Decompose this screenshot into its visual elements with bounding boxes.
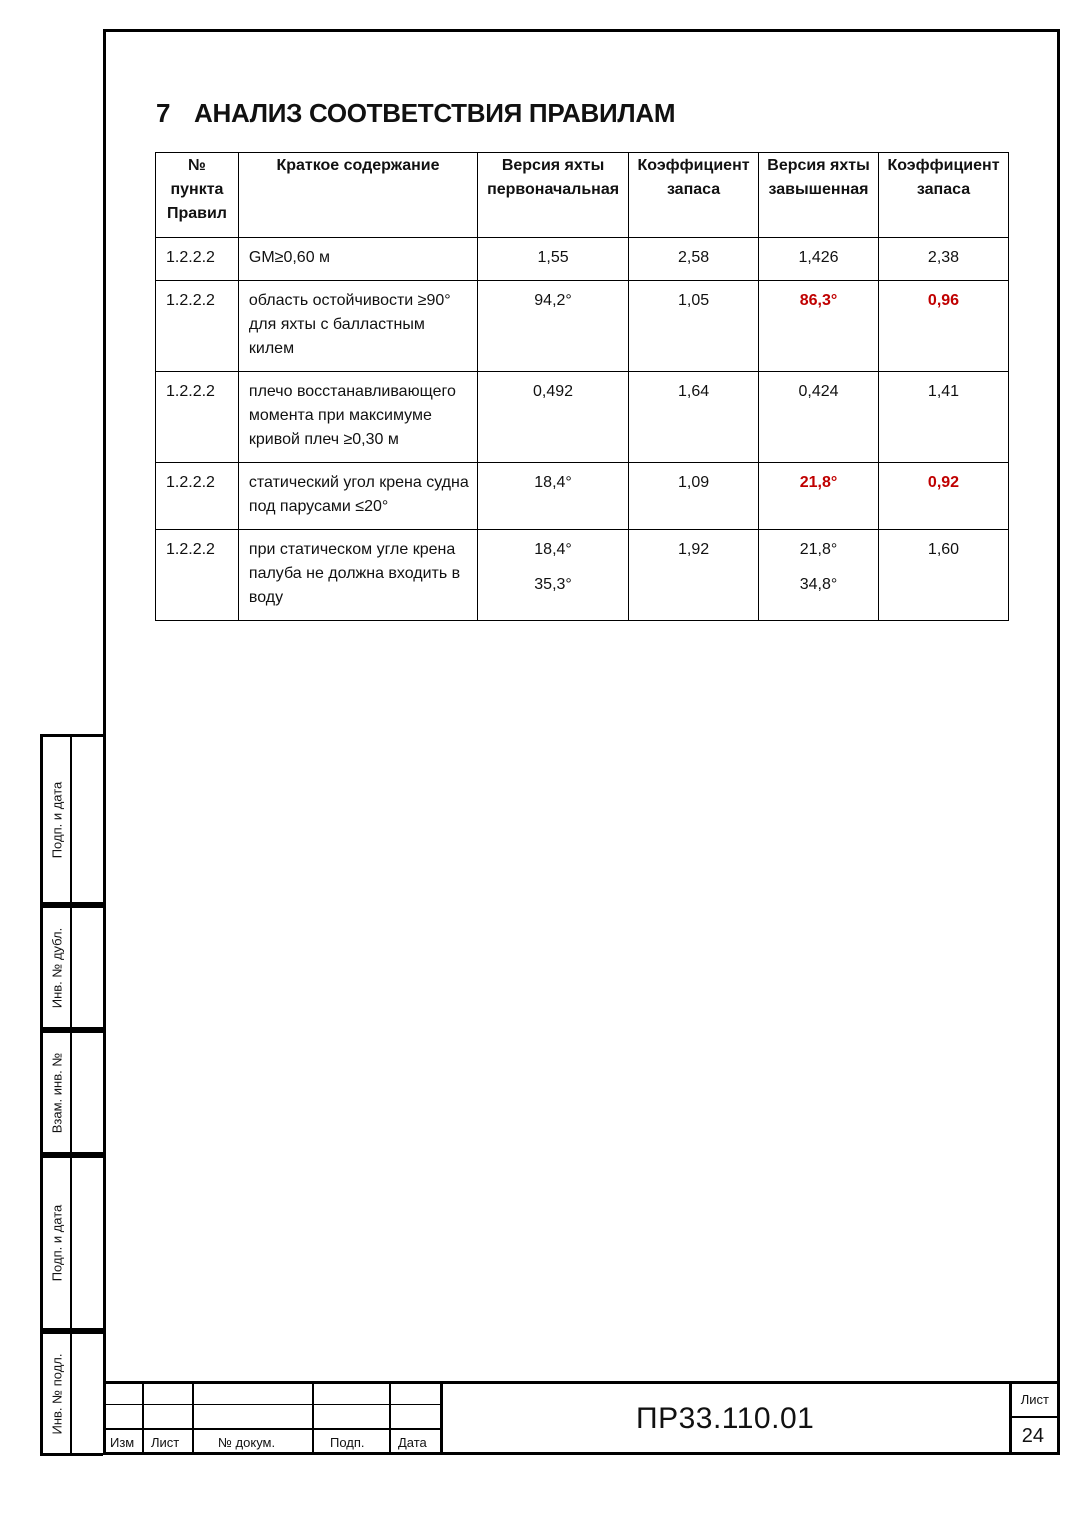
cell-rule-point: 1.2.2.2 bbox=[156, 530, 239, 621]
table-row bbox=[156, 463, 1009, 530]
cell-original-version-value: 0,492 bbox=[533, 383, 574, 400]
column-header-line: Версия яхты bbox=[501, 157, 605, 174]
cell-raised-coefficient: 1,60 bbox=[878, 530, 1008, 621]
table-row bbox=[156, 530, 1009, 621]
cell-raised-version-value: 86,3° bbox=[799, 292, 838, 309]
section-heading bbox=[156, 98, 675, 129]
cell-raised-version bbox=[759, 530, 879, 621]
document-code: ПР33.110.01 bbox=[636, 1402, 815, 1435]
cell-original-version bbox=[478, 238, 629, 281]
column-header-line: № bbox=[188, 157, 206, 174]
cell-description: область остойчивости ≥90° для яхты с балластным килем bbox=[238, 281, 477, 372]
column-header-line: завышенная bbox=[768, 181, 869, 198]
section-title: АНАЛИЗ СООТВЕТСТВИЯ ПРАВИЛАМ bbox=[194, 98, 676, 128]
cell-original-version bbox=[478, 372, 629, 463]
title-block bbox=[103, 1381, 1060, 1455]
cell-description: статический угол крена судна под парусами ≤20° bbox=[238, 463, 477, 530]
sheet-label: Лист bbox=[1020, 1392, 1049, 1407]
side-label: Взам. инв. № bbox=[49, 1052, 64, 1133]
cell-original-coefficient: 1,64 bbox=[629, 372, 759, 463]
col-label-signature: Подп. bbox=[330, 1435, 365, 1450]
column-header-line: Правил bbox=[166, 205, 227, 222]
cell-raised-version-value: 21,8° bbox=[799, 541, 838, 558]
cell-original-version-value: 18,4° bbox=[534, 541, 572, 558]
cell-rule-point: 1.2.2.2 bbox=[156, 463, 239, 530]
side-stamp-3 bbox=[40, 1030, 103, 1155]
cell-original-coefficient: 1,09 bbox=[629, 463, 759, 530]
sheet-number: 24 bbox=[1021, 1425, 1044, 1447]
table-body bbox=[156, 238, 1009, 621]
column-header bbox=[156, 153, 239, 238]
cell-rule-point: 1.2.2.2 bbox=[156, 281, 239, 372]
column-header-line: запаса bbox=[666, 181, 721, 198]
cell-description: плечо восстанавливающего момента при максимуме кривой плеч ≥0,30 м bbox=[238, 372, 477, 463]
cell-rule-point: 1.2.2.2 bbox=[156, 238, 239, 281]
column-header bbox=[478, 153, 629, 238]
cell-description: GM≥0,60 м bbox=[238, 238, 477, 281]
table-row bbox=[156, 238, 1009, 281]
cell-original-coefficient: 1,05 bbox=[629, 281, 759, 372]
cell-original-coefficient: 1,92 bbox=[629, 530, 759, 621]
compliance-table bbox=[155, 152, 1009, 621]
cell-raised-coefficient: 1,41 bbox=[878, 372, 1008, 463]
col-label-change: Изм bbox=[110, 1435, 135, 1450]
column-header-line: первоначальная bbox=[487, 181, 620, 198]
table-row bbox=[156, 372, 1009, 463]
column-header-line: Коэффициент bbox=[637, 157, 750, 174]
column-header-line: Коэффициент bbox=[887, 157, 1000, 174]
table-header-row bbox=[156, 153, 1009, 238]
cell-raised-coefficient: 0,92 bbox=[878, 463, 1008, 530]
column-header bbox=[238, 153, 477, 238]
cell-raised-coefficient: 2,38 bbox=[878, 238, 1008, 281]
column-header-line: запаса bbox=[916, 181, 971, 198]
side-label: Подп. и дата bbox=[49, 1204, 64, 1282]
side-stamp-5 bbox=[40, 1331, 103, 1456]
cell-original-version bbox=[478, 463, 629, 530]
cell-original-version-value: 1,55 bbox=[537, 249, 569, 266]
col-label-sheet: Лист bbox=[151, 1435, 180, 1450]
col-label-date: Дата bbox=[398, 1435, 427, 1450]
cell-raised-version bbox=[759, 372, 879, 463]
cell-raised-version-value: 0,424 bbox=[798, 383, 839, 400]
side-label: Инв. № дубл. bbox=[49, 927, 64, 1008]
cell-original-version-value: 35,3° bbox=[534, 576, 572, 593]
side-label: Подп. и дата bbox=[49, 781, 64, 858]
column-header bbox=[878, 153, 1008, 238]
side-stamp-2 bbox=[40, 905, 103, 1030]
section-number: 7 bbox=[156, 98, 171, 128]
side-stamp-1 bbox=[40, 734, 103, 905]
column-header bbox=[759, 153, 879, 238]
cell-original-version bbox=[478, 281, 629, 372]
cell-raised-version bbox=[759, 281, 879, 372]
cell-description: при статическом угле крена палуба не должна входить в воду bbox=[238, 530, 477, 621]
cell-raised-version-value: 1,426 bbox=[798, 249, 839, 266]
table-row bbox=[156, 281, 1009, 372]
cell-raised-version bbox=[759, 238, 879, 281]
column-header-line: Версия яхты bbox=[767, 157, 870, 174]
column-header-line: Краткое содержание bbox=[276, 157, 440, 174]
cell-original-version-value: 18,4° bbox=[534, 474, 572, 491]
cell-original-version-value: 94,2° bbox=[534, 292, 572, 309]
cell-raised-version-value: 21,8° bbox=[799, 474, 838, 491]
cell-raised-version-value: 34,8° bbox=[799, 576, 838, 593]
cell-original-coefficient: 2,58 bbox=[629, 238, 759, 281]
column-header bbox=[629, 153, 759, 238]
cell-rule-point: 1.2.2.2 bbox=[156, 372, 239, 463]
cell-raised-version bbox=[759, 463, 879, 530]
cell-raised-coefficient: 0,96 bbox=[878, 281, 1008, 372]
column-header-line: пункта bbox=[170, 181, 224, 198]
side-stamp-4 bbox=[40, 1155, 103, 1331]
col-label-doc-number: № докум. bbox=[218, 1435, 276, 1450]
side-label: Инв. № подл. bbox=[49, 1353, 64, 1434]
cell-original-version bbox=[478, 530, 629, 621]
